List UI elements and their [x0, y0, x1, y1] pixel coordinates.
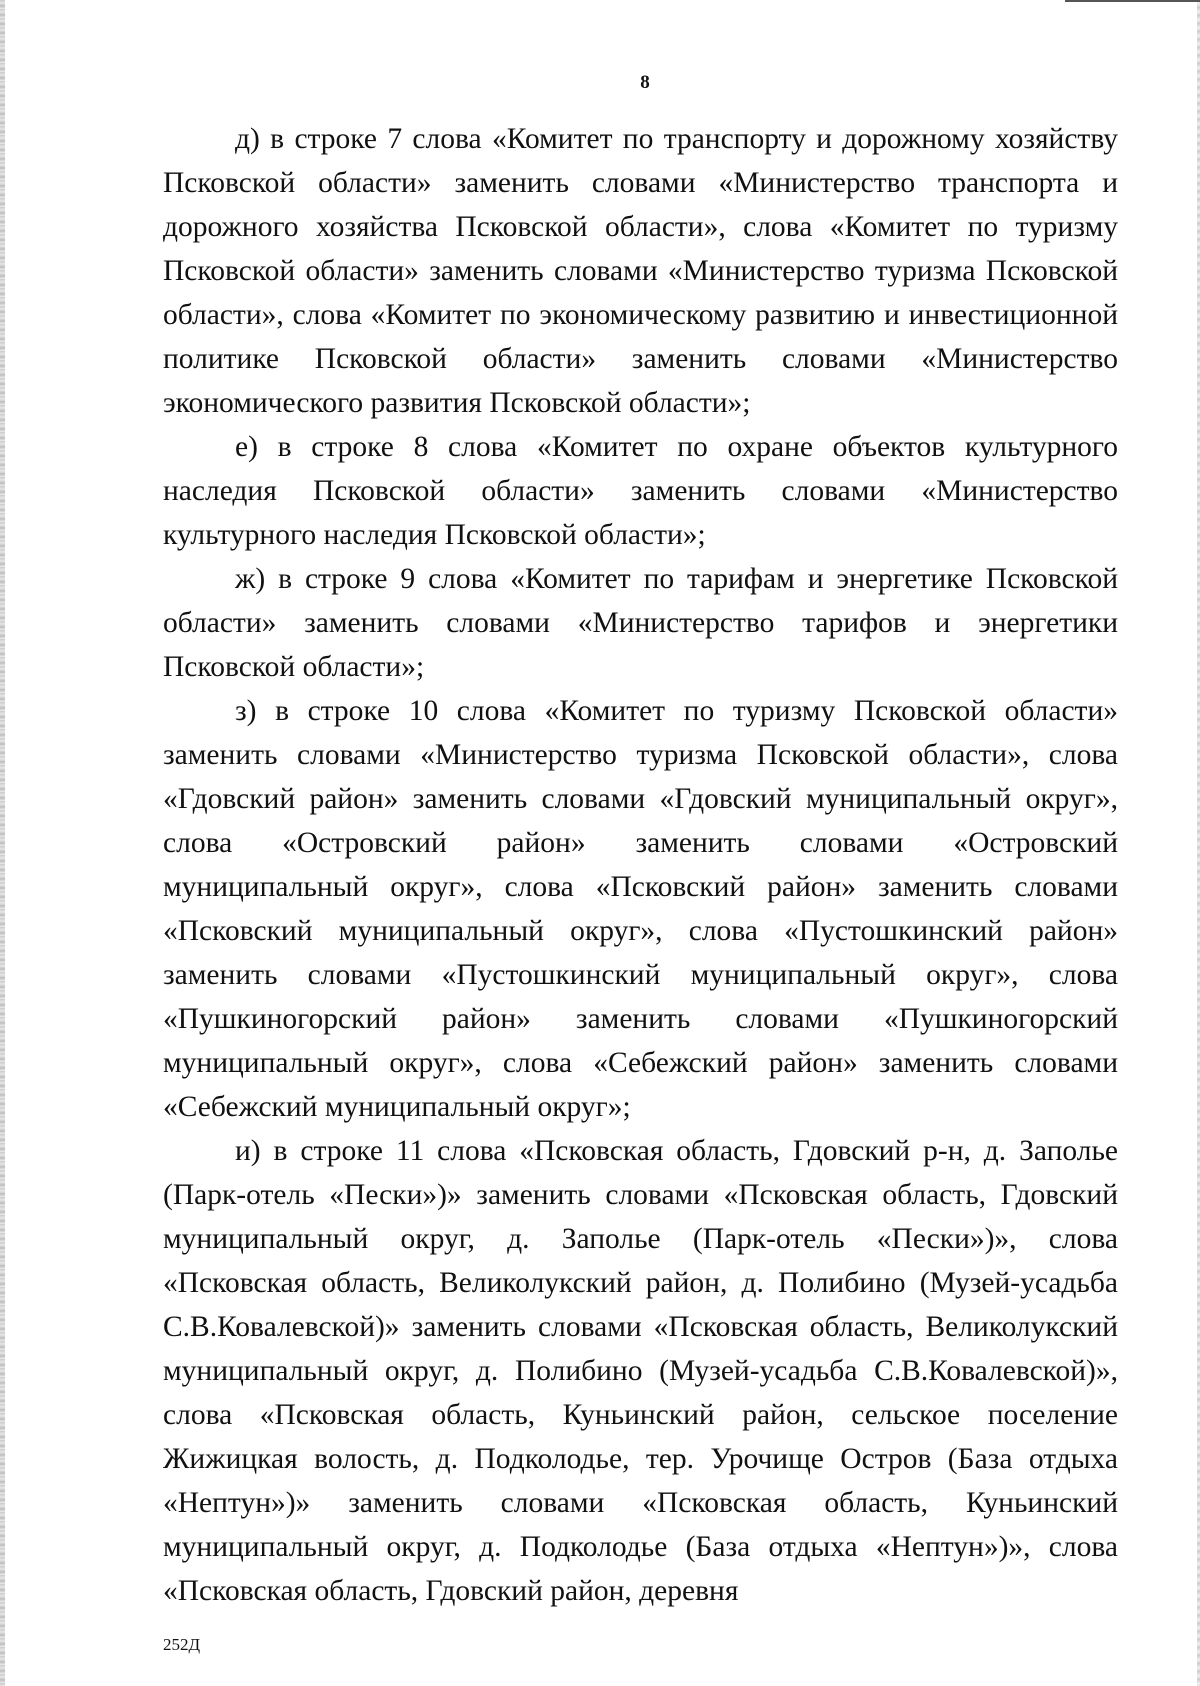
paragraph-zh: ж) в строке 9 слова «Комитет по тарифам и энергетике Псковской области» заменить словами «Министерство тарифов и энергетики Псковской области»;	[163, 563, 1118, 683]
document-body	[163, 117, 1118, 1613]
paragraph-z: з) в строке 10 слова «Комитет по туризму Псковской области» заменить словами «Министерство туризма Псковской области», слова «Гдовский район» заменить словами «Гдовский муниципальный округ», слова «Островский район» заменить словами «Островский муниципальный округ», слова «Псковский район» заменить словами «Псковский муниципальный округ», слова «Пустошкинский район» заменить словами «Пустошкинский муниципальный округ», слова «Пушкиногорский район» заменить словами «Пушкиногорский муниципальный округ», слова «Себежский район» заменить словами «Себежский муниципальный округ»;	[163, 695, 1118, 1123]
paragraph-e: е) в строке 8 слова «Комитет по охране объектов культурного наследия Псковской области» заменить словами «Министерство культурного наследия Псковской области»;	[163, 431, 1118, 551]
scan-edge-left	[0, 0, 5, 1686]
paragraph-i: и) в строке 11 слова «Псковская область, Гдовский р-н, д. Заполье (Парк-отель «Пески»)» заменить словами «Псковская область, Гдовский муниципальный округ, д. Заполье (Парк-отель «Пески»)», слова «Псковская область, Великолукский район, д. Полибино (Музей-усадьба С.В.Ковалевской)» заменить словами «Псковская область, Великолукский муниципальный округ, д. Полибино (Музей-усадьба С.В.Ковалевской)», слова «Псковская область, Куньинский район, сельское поселение Жижицкая волость, д. Подколодье, тер. Урочище Остров (База отдыха «Нептун»)» заменить словами «Псковская область, Куньинский муниципальный округ, д. Подколодье (База отдыха «Нептун»)», слова «Псковская область, Гдовский район, деревня	[163, 1135, 1118, 1607]
scan-edge-top	[1065, 0, 1200, 2]
footer-document-code: 252Д	[163, 1635, 201, 1654]
paragraph-d: д) в строке 7 слова «Комитет по транспорту и дорожному хозяйству Псковской области» заменить словами «Министерство транспорта и дорожного хозяйства Псковской области», слова «Комитет по туризму Псковской области» заменить словами «Министерство туризма Псковской области», слова «Комитет по экономическому развитию и инвестиционной политике Псковской области» заменить словами «Министерство экономического развития Псковской области»;	[163, 123, 1118, 419]
page-number: 8	[640, 72, 650, 93]
